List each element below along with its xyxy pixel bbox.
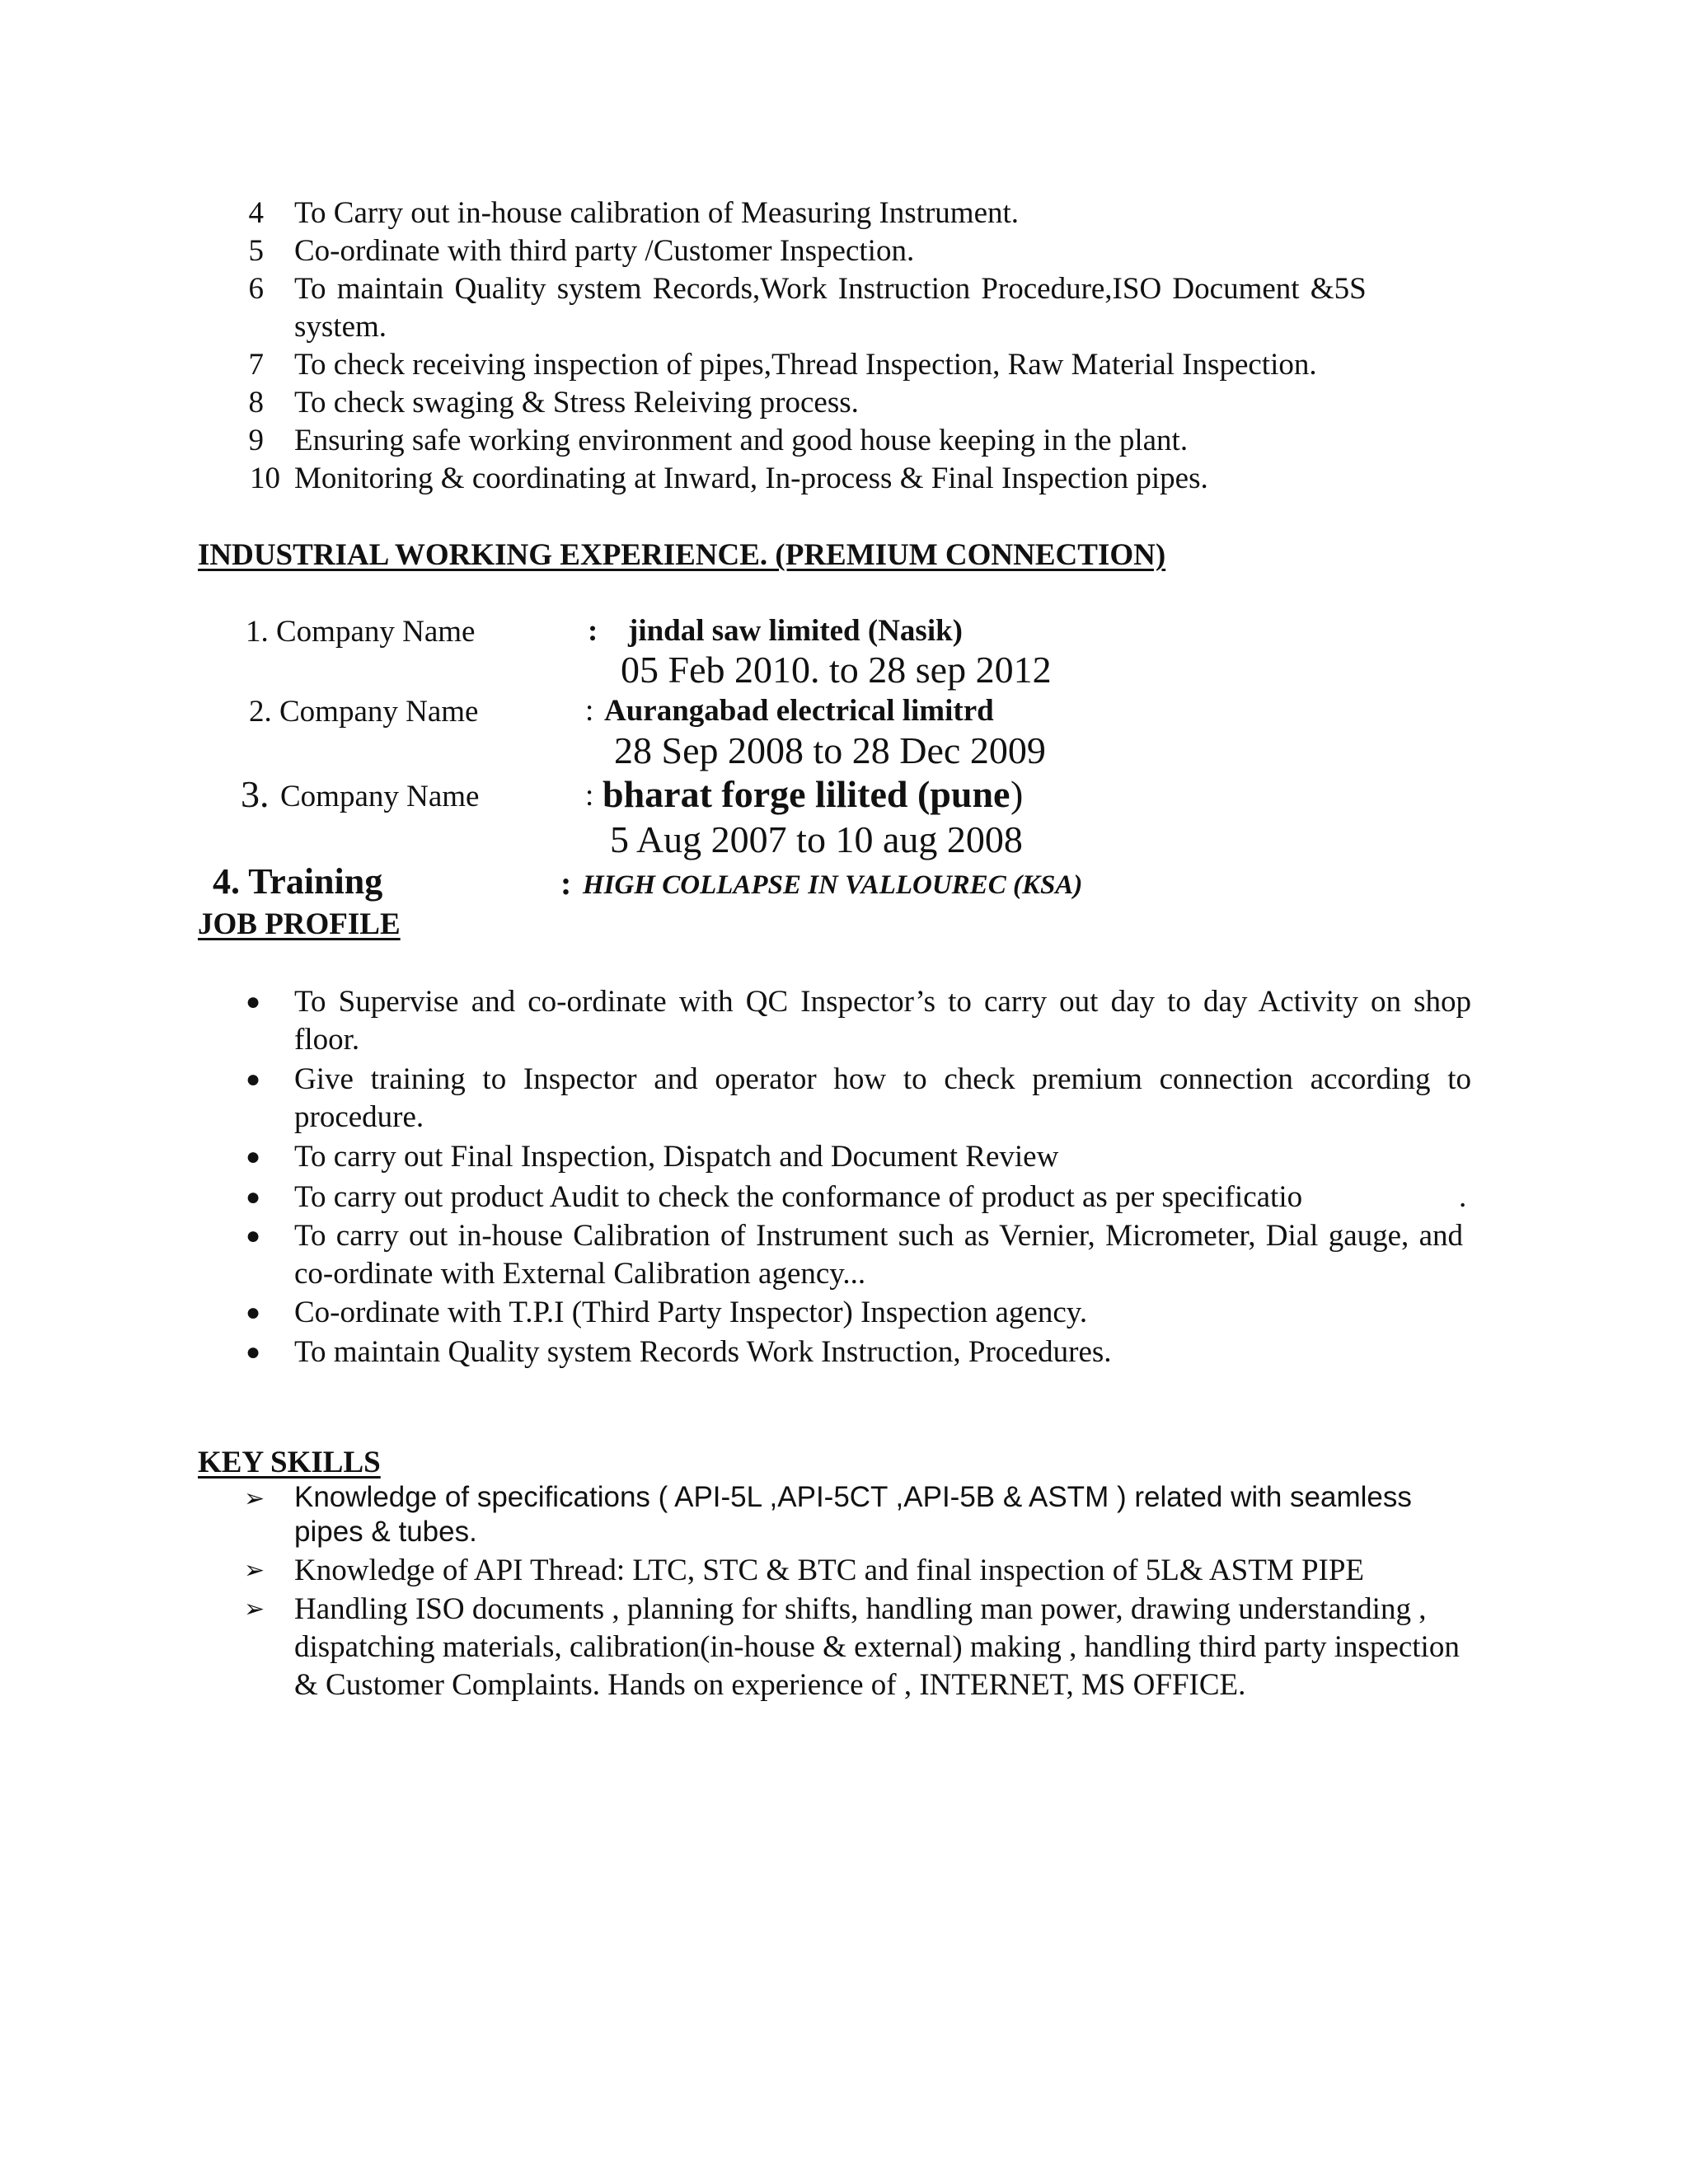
duty-number: 6 [248, 272, 264, 306]
duty-text: To Carry out in-house calibration of Measuring Instrument. [294, 196, 1020, 230]
bullet-icon: ● [246, 1143, 261, 1170]
key-skills-heading: KEY SKILLS [198, 1446, 381, 1479]
duty-number: 5 [248, 234, 264, 268]
company-separator: : [588, 614, 598, 648]
key-skill-item: Knowledge of API Thread: LTC, STC & BTC and final inspection of 5L& ASTM PIPE [294, 1554, 1365, 1587]
job-profile-heading: JOB PROFILE [198, 907, 401, 941]
job-profile-item: To maintain Quality system Records Work Instruction, Procedures. [294, 1335, 1112, 1369]
job-profile-item: Co-ordinate with T.P.I (Third Party Inspector) Inspection agency. [294, 1296, 1088, 1329]
job-profile-item: To carry out in-house Calibration of Instrument such as Vernier, Micrometer, Dial gauge, and co-ordinate with External Calibration agency... [294, 1219, 1463, 1291]
company-name-closing: ) [1010, 773, 1024, 815]
training-value: HIGH COLLAPSE IN VALLOUREC (KSA) [583, 870, 1083, 900]
job-profile-item-tail: . [1459, 1180, 1467, 1214]
job-profile-item: To Supervise and co-ordinate with QC Inspector’s to carry out day to day Activity on shop floor. [294, 985, 1471, 1057]
key-skill-item: Knowledge of specifications ( API-5L ,API-5CT ,API-5B & ASTM ) related with seamless pipes & tubes. [294, 1481, 1412, 1548]
company-label: 2. Company Name [249, 695, 479, 729]
job-profile-item: Give training to Inspector and operator how to check premium connection according to procedure. [294, 1062, 1471, 1134]
training-label: 4. Training [213, 861, 383, 902]
arrow-bullet-icon: ➢ [244, 1556, 265, 1585]
company-label: Company Name [280, 780, 480, 813]
duty-text: Ensuring safe working environment and good house keeping in the plant. [294, 424, 1189, 457]
company-name: bharat forge lilited (pune [603, 773, 1010, 815]
duty-number: 9 [248, 424, 264, 457]
duty-text: To maintain Quality system Records,Work Instruction Procedure,ISO Document &5S [294, 272, 1367, 306]
bullet-icon: ● [246, 1066, 261, 1093]
job-profile-item: To carry out Final Inspection, Dispatch and Document Review [294, 1140, 1059, 1174]
arrow-bullet-icon: ➢ [244, 1595, 265, 1624]
duty-text: To check swaging & Stress Releiving process. [294, 386, 859, 419]
company-separator: : [585, 694, 594, 728]
company-dates: 05 Feb 2010. to 28 sep 2012 [621, 649, 1052, 691]
company-name: jindal saw limited (Nasik) [628, 614, 964, 648]
bullet-icon: ● [246, 1299, 261, 1326]
training-separator: : [560, 865, 572, 902]
company-label: 1. Company Name [246, 615, 476, 649]
company-separator: : [585, 779, 594, 813]
duty-text: Co-ordinate with third party /Customer Inspection. [294, 234, 915, 268]
bullet-icon: ● [246, 1222, 261, 1249]
duty-text-continued: system. [294, 310, 387, 344]
bullet-icon: ● [246, 988, 261, 1015]
duty-text: To check receiving inspection of pipes,Thread Inspection, Raw Material Inspection. [294, 348, 1317, 382]
duty-text: Monitoring & coordinating at Inward, In-process & Final Inspection pipes. [294, 462, 1208, 495]
company-label-number: 3. [241, 773, 270, 815]
bullet-icon: ● [246, 1183, 261, 1211]
duty-number: 4 [248, 196, 264, 230]
company-name: Aurangabad electrical limitrd [604, 694, 994, 728]
company-dates: 28 Sep 2008 to 28 Dec 2009 [614, 729, 1046, 771]
duty-number: 8 [248, 386, 264, 419]
experience-heading: INDUSTRIAL WORKING EXPERIENCE. (PREMIUM CONNECTION) [198, 538, 1166, 572]
company-dates: 5 Aug 2007 to 10 aug 2008 [610, 818, 1023, 860]
duty-number: 10 [250, 462, 280, 495]
job-profile-item: To carry out product Audit to check the conformance of product as per specificatio [294, 1180, 1303, 1214]
key-skill-item: Handling ISO documents , planning for shifts, handling man power, drawing understanding , dispatching materials, calibration(in-house & external) making , handling third party inspection & Customer Complaints. Hands on experience of , INTERNET, MS OFFICE. [294, 1592, 1460, 1702]
arrow-bullet-icon: ➢ [244, 1484, 265, 1513]
duty-number: 7 [248, 348, 264, 382]
bullet-icon: ● [246, 1338, 261, 1366]
